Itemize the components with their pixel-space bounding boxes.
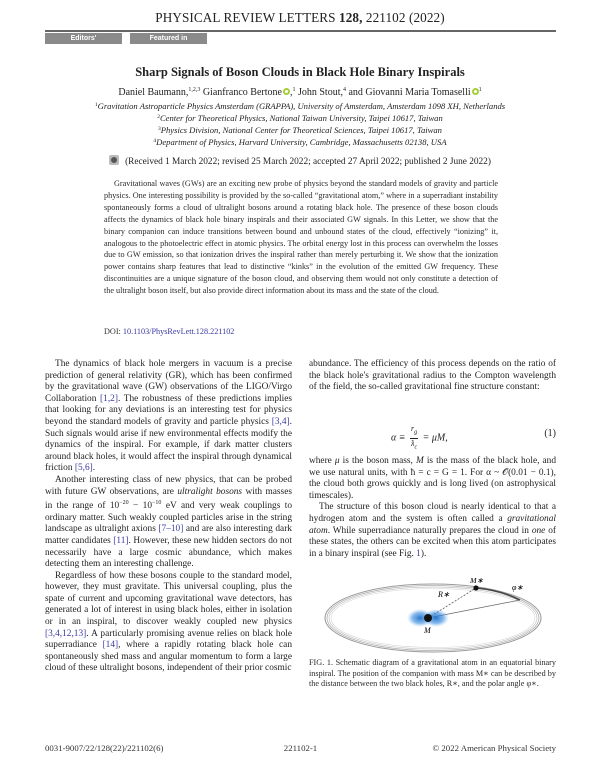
doi-link[interactable]: 10.1103/PhysRevLett.128.221102 <box>122 327 235 336</box>
label-companion: M∗ <box>470 578 484 585</box>
citation-link[interactable]: [3,4] <box>271 416 290 427</box>
affiliation <box>30 125 570 135</box>
citation-link[interactable]: [14] <box>102 640 119 651</box>
author-name: and Giovanni Maria Tomaselli <box>348 87 471 98</box>
author-name: Gianfranco Bertone <box>202 87 282 98</box>
orcid-icon[interactable] <box>283 88 290 95</box>
footer-copyright: © 2022 American Physical Society <box>432 743 556 753</box>
affiliation-text: Gravitation Astroparticle Physics Amsterdam (GRAPPA), University of Amsterdam, Amsterdam 1098 XH, Netherlands <box>97 101 506 111</box>
doi-label: DOI: <box>104 327 121 336</box>
affiliation <box>30 101 570 111</box>
paragraph: abundance. The efficiency of this process depends on the ratio of the black hole's gravitational radius to the Compton wavelength of the field, the so-called gravitational fine structure constant: <box>309 359 556 393</box>
label-radius: R∗ <box>438 590 450 599</box>
right-column <box>309 456 556 560</box>
affiliation-text: Physics Division, National Center for Theoretical Sciences, Taipei 10617, Taiwan <box>160 125 442 135</box>
equation-body: α ≡ $\frac{r_g}{ƛ_c}$ = μM, <box>391 424 448 451</box>
article-year: 221102 (2022) <box>365 10 445 25</box>
author-affil: 1,2,3 <box>188 87 201 93</box>
paragraph: Regardless of how these bosons couple to the standard model, however, they must gravitate. This universal coupling, plus the spate of current and upcoming gravitational wave detectors, has generated a lot of interest in using black holes, either in isolation or in an inspiral, to discover weakly coupled new physics [3,4,12,13]. A particularly promising avenue relies on black hole superradiance [14], where a rapidly rotating black hole can spontaneously shed mass and angular momentum to form a large cloud of these ultralight bosons, independent of their prior cosmic <box>45 570 292 674</box>
label-angle: φ∗ <box>512 583 524 592</box>
author-list: Daniel Baumann,$^{1,2,3}$ Gianfranco Bertone ,$^1$ John Stout,$^4$ and Giovanni Maria Tomaselli $^1$ <box>118 87 482 98</box>
right-column-top <box>309 359 556 394</box>
footer-issn: 0031-9007/22/128(22)/221102(6) <box>45 743 164 753</box>
author-affil: 4 <box>342 87 346 93</box>
editors-suggestion-badge[interactable]: Editors' Suggestion <box>45 33 122 44</box>
author-affil: 1 <box>292 87 296 93</box>
equation-1 <box>309 420 556 450</box>
affiliation-number: 2 <box>157 114 160 120</box>
doi <box>104 327 234 336</box>
equation-fraction: $\frac{r_g}{ƛ_c}$ <box>410 424 418 451</box>
running-head <box>45 10 555 26</box>
citation-link[interactable]: [11] <box>113 535 129 546</box>
badges <box>45 33 207 53</box>
abstract: Gravitational waves (GWs) are an exciting new probe of physics beyond the standard models of gravity and particle physics. One interesting possibility is provided by the so-called “gravitational atom,” where in a superradiant instability spontaneously forms a cloud of ultralight bosons around a rotating black hole. The presence of these boson clouds affects the dynamics of black hole binary inspirals and their associated GW signals. In this Letter, we show that the binary companion can induce transitions between bound and unbound states of the cloud, effectively “ionizing” it, analogous to the photoelectric effect in atomic physics. The orbital energy lost in this process can overwhelm the losses due to GW emission, so that ionization drives the inspiral rather than merely perturbing it. We show that the ionization power contains sharp features that lead to distinctive “kinks” in the evolution of the emitted GW frequency. These discontinuities are a unique signature of the boson cloud, and observing them would not only constitute a detection of the ultralight boson itself, but also provide direct information about its mass and the state of the cloud. <box>104 179 498 296</box>
affiliation <box>30 137 570 147</box>
label-center: M <box>424 626 431 635</box>
crossmark-icon[interactable] <box>109 155 119 165</box>
citation-link[interactable]: [1,2] <box>100 393 118 404</box>
figure-1 <box>320 578 550 656</box>
author-name: John Stout, <box>297 87 343 98</box>
affiliation-text: Department of Physics, Harvard University, Cambridge, Massachusetts 02138, USA <box>156 137 447 147</box>
citation-link[interactable]: [3,4,12,13] <box>45 628 87 639</box>
affiliation-number: 3 <box>158 126 161 132</box>
footer-page-number: 221102-1 <box>283 743 318 753</box>
affiliation-number: 1 <box>94 102 98 108</box>
received-text: (Received 1 March 2022; revised 25 March 2022; accepted 27 April 2022; published 2 June 2022) <box>125 157 491 167</box>
left-column <box>45 359 292 675</box>
central-black-hole <box>424 614 432 622</box>
paragraph: where μ is the boson mass, M is the mass of the black hole, and we use natural units, with ħ = c = G = 1. For α ~ 𝒪(0.01 − 0.1), the cloud both grows quickly and is long lived (on astrophysical timescales). <box>309 456 556 501</box>
figure-caption: FIG. 1. Schematic diagram of a gravitational atom in an equatorial binary inspiral. The position of the companion with mass M∗ can be described by the distance between the two black holes, R∗, and the polar angle φ∗. <box>309 658 556 689</box>
paper-title: Sharp Signals of Boson Clouds in Black Hole Binary Inspirals <box>135 65 465 79</box>
received-dates <box>40 155 560 167</box>
orcid-icon[interactable] <box>472 88 479 95</box>
figure-link[interactable]: 1 <box>416 548 421 559</box>
author-affil: 1 <box>478 87 482 93</box>
header-rule <box>45 30 556 32</box>
featured-in-physics-badge[interactable]: Featured in Physics <box>130 33 207 44</box>
volume: 128, <box>339 10 363 25</box>
author-name: Daniel Baumann, <box>118 87 189 98</box>
companion-black-hole <box>473 585 478 590</box>
equation-number: (1) <box>544 428 556 439</box>
citation-link[interactable]: [7–10] <box>158 524 184 535</box>
paragraph: The structure of this boson cloud is nearly identical to that a hydrogen atom and the system is often called a gravitational atom. While superradiance naturally prepares the cloud in one of these states, the others can be excited when this atom participates in a binary inspiral (see Fig. 1). <box>309 502 556 559</box>
paragraph: Another interesting class of new physics, that can be probed with future GW observations, are ultralight bosons with masses in the range of $10^{-20} - 10^{-10}$ eV and very weak couplings to ordinary matter. Such weakly coupled particles arise in the string landscape as ultralight axions [7–10] and are also interesting dark matter candidates [11]. However, these new hidden sectors do not necessarily have a large cosmic abundance, which makes detecting them an interesting challenge. <box>45 474 293 570</box>
paragraph: The dynamics of black hole mergers in vacuum is a precise prediction of general relativity (GR), which has been confirmed by the gravitational wave (GW) observations of the LIGO/Virgo Collaboration [1,2]. The robustness of these predictions implies that looking for any deviations is an interesting test for physics beyond the standard models of gravity and particle physics [3,4]. Such signals would arise if new environmental effects modify the dynamics of the inspiral. For example, if dark matter clusters around black holes, it would affect the inspiral through dynamical friction [5,6]. <box>45 359 293 474</box>
affiliation-number: 4 <box>153 138 157 144</box>
affiliation-text: Center for Theoretical Physics, National Taiwan University, Taipei 10617, Taiwan <box>159 113 443 123</box>
affiliation <box>30 113 570 123</box>
journal-name: PHYSICAL REVIEW LETTERS <box>155 10 336 25</box>
citation-link[interactable]: [5,6] <box>74 463 93 474</box>
